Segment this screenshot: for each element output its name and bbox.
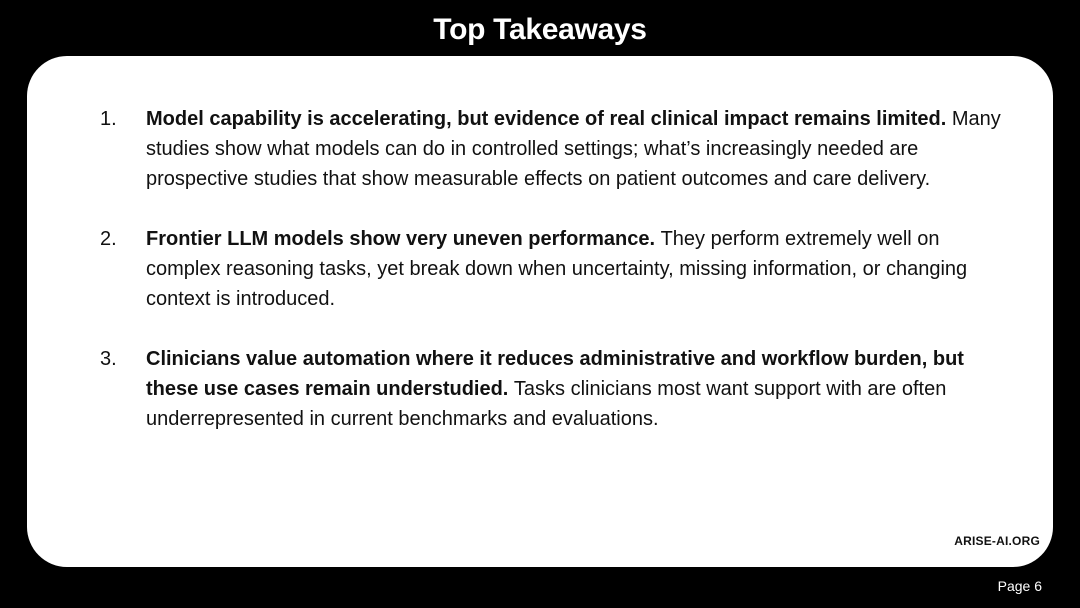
takeaway-lead: Clinicians value automation where it reduces administrative and workflow burden, but these use cases remain understudied. [146,348,964,400]
takeaway-item-2 [27,224,1053,314]
takeaway-body: Many studies show what models can do in controlled settings; what’s increasingly needed are prospective studies that show measurable effects on patient outcomes and care delivery. [146,108,1001,190]
content-card [27,56,1053,567]
takeaway-lead: Model capability is accelerating, but evidence of real clinical impact remains limited. [146,108,952,130]
takeaway-number: 2. [100,228,117,250]
takeaway-body: They perform extremely well on complex reasoning tasks, yet break down when uncertainty, missing information, or changing context is introduced. [146,228,968,310]
takeaway-item-1 [27,104,1053,194]
brand-footer: ARISE-AI.ORG [954,534,1040,548]
takeaway-body: Tasks clinicians most want support with are often underrepresented in current benchmarks and evaluations. [146,378,947,430]
takeaway-item-3 [27,344,1053,434]
takeaway-number: 3. [100,348,117,370]
takeaways-list [27,104,1053,464]
page-number: Page 6 [997,578,1042,594]
slide-title: Top Takeaways [433,13,647,46]
takeaway-lead: Frontier LLM models show very uneven performance. [146,228,661,250]
takeaway-number: 1. [100,108,117,130]
